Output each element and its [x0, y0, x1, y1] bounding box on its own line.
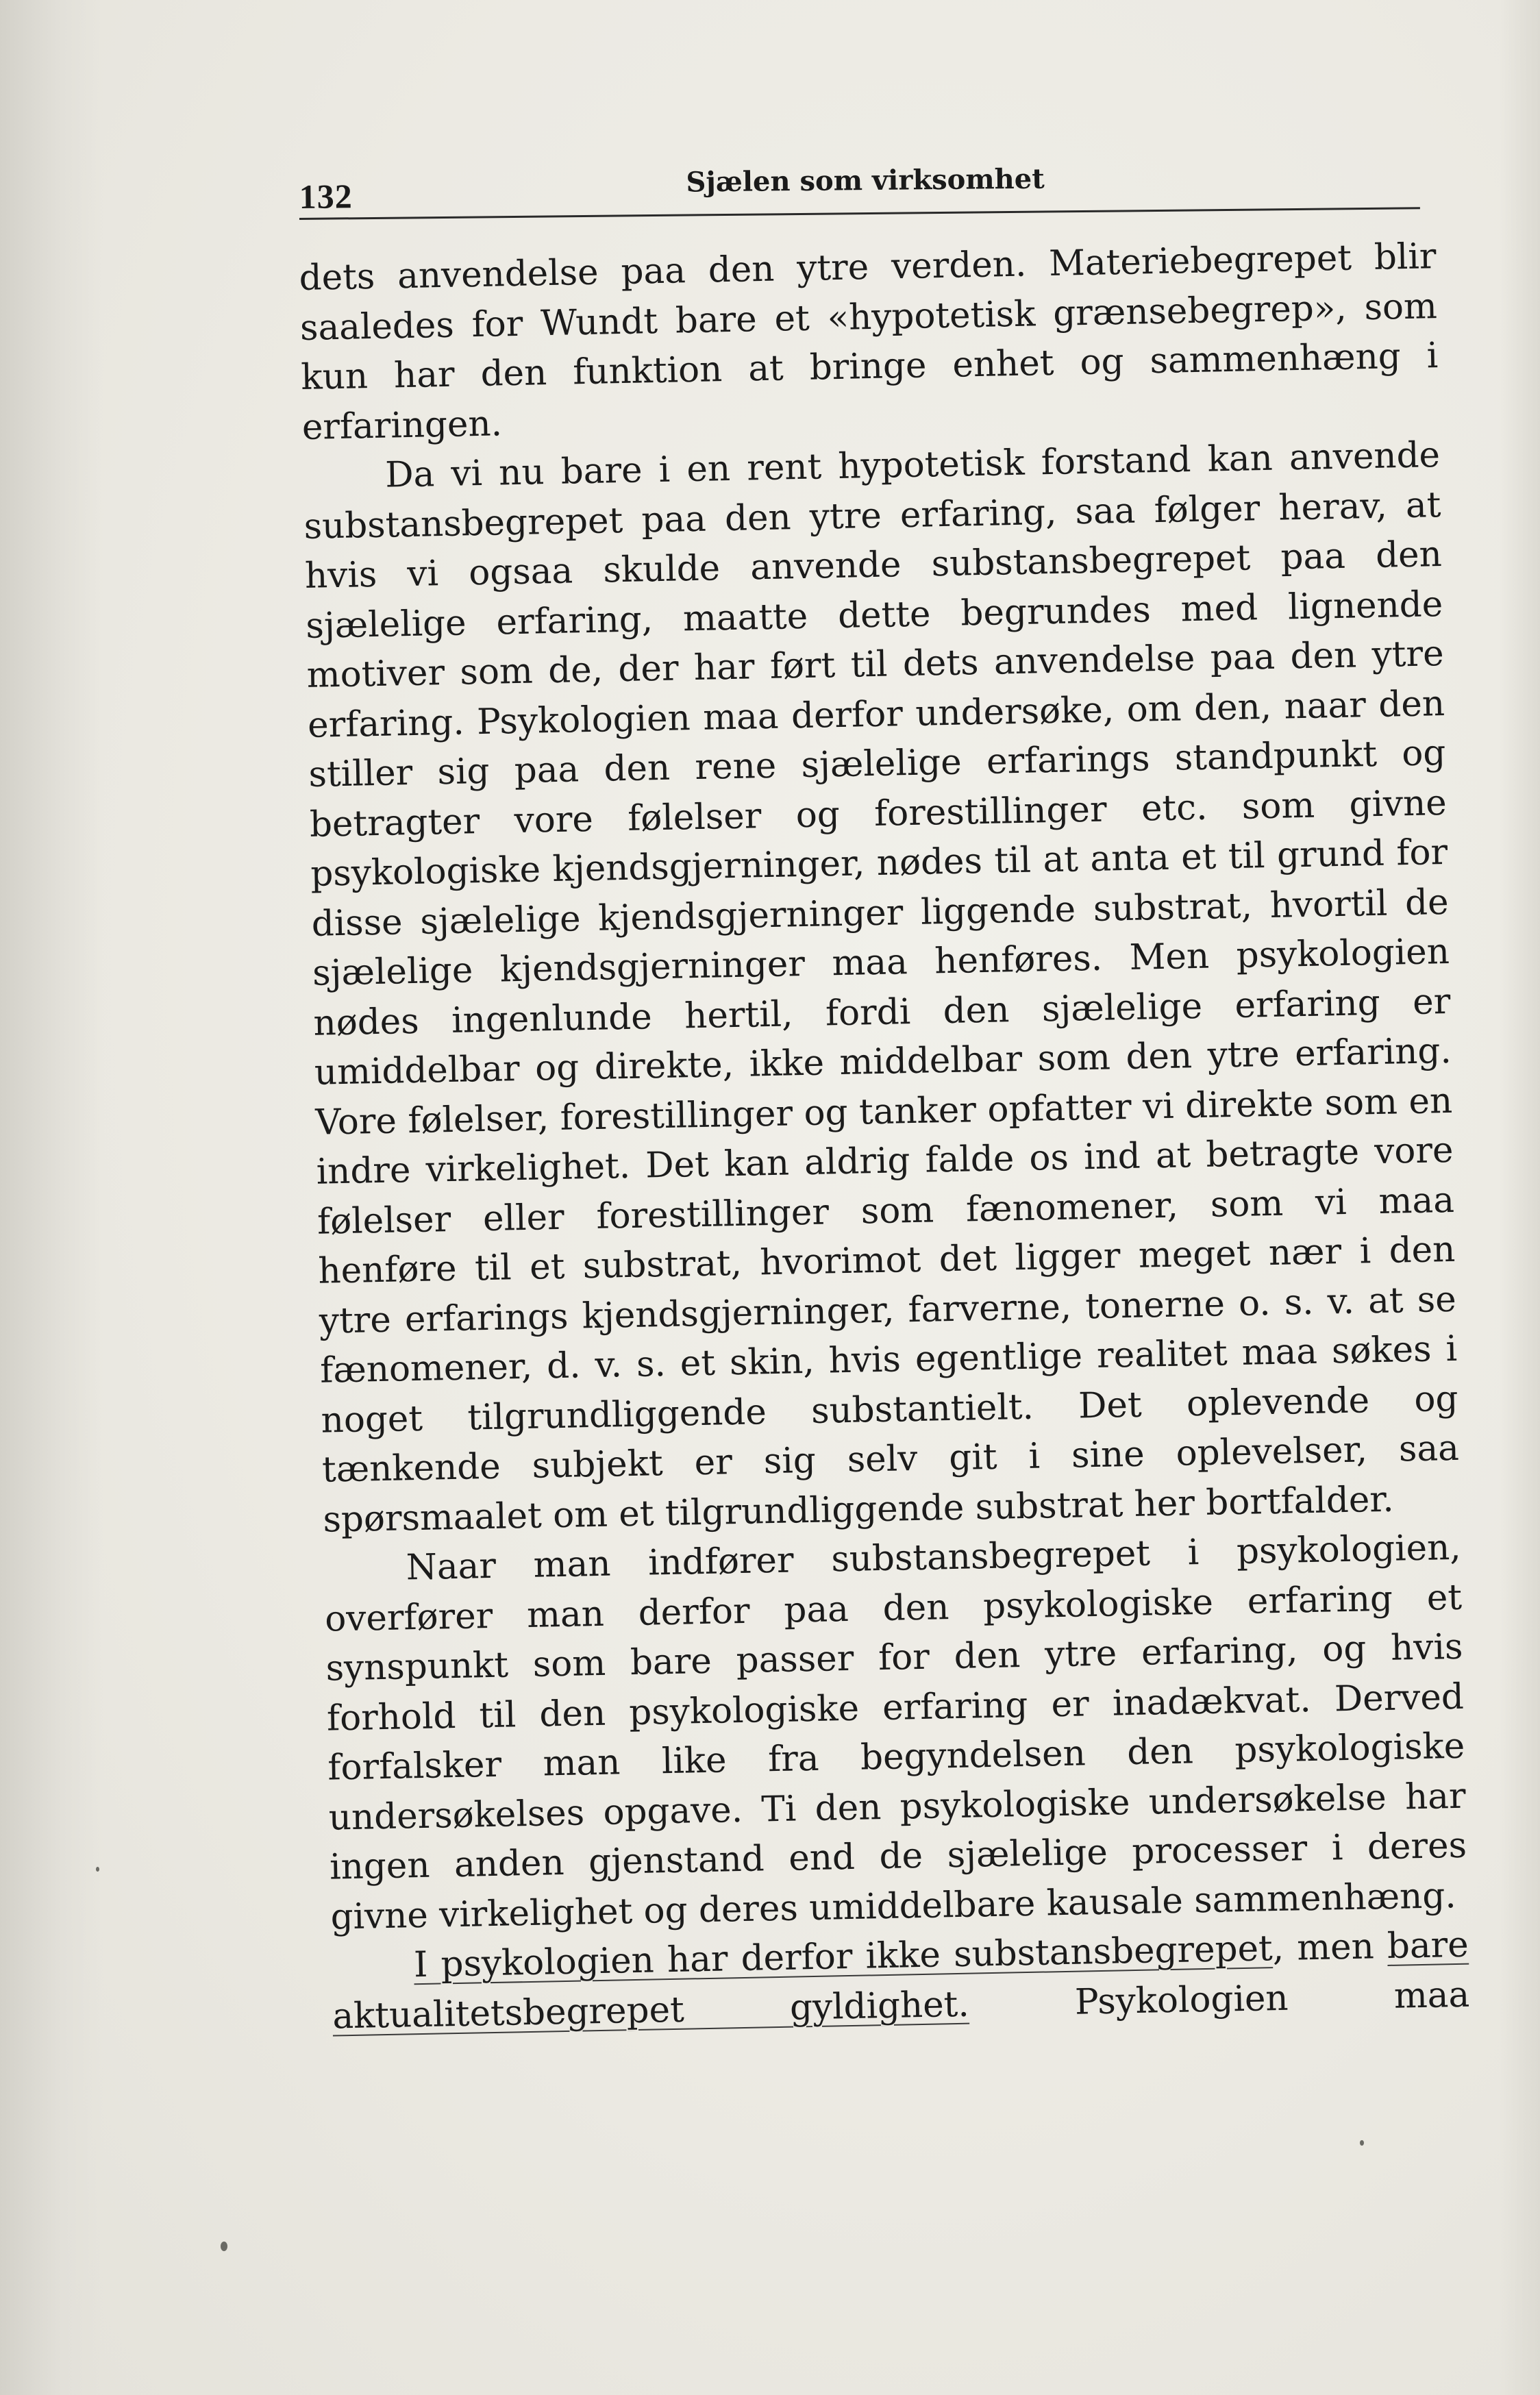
page-edge-shadow: [1499, 0, 1540, 2395]
page-header: [299, 138, 1421, 225]
paragraph: Da vi nu bare i en rent hypotetisk forstand kan anvende substansbegrepet paa den ytre erfaring, saa følger herav, at hvis vi ogsaa skulde anvende substansbegrepet paa den sjælelige erfaring, maatte dette begrundes med lignende motiver som de, der har ført til dets anvendelse paa den ytre erfaring. Psykologien maa derfor undersøke, om den, naar den stiller sig paa den rene sjælelige erfarings standpunkt og betragter vore følelser og forestillinger etc. som givne psykologiske kjendsgjerninger, nødes til at anta et til grund for disse sjælelige kjendsgjerninger liggende substrat, hvortil de sjælelige kjendsgjerninger maa henføres. Men psykologien nødes ingenlunde hertil, fordi den sjælelige erfaring er umiddelbar og direkte, ikke middelbar som den ytre erfaring. Vore følelser, forestillinger og tanker opfatter vi direkte som en indre virkelighet. Det kan aldrig falde os ind at betragte vore følelser eller forestillinger som fænomener, som vi maa henføre til et substrat, hvorimot det ligger meget nær i den ytre erfarings kjendsgjerninger, farverne, tonerne o. s. v. at se fænomener, d. v. s. et skin, hvis egentlige realitet maa søkes i noget tilgrundliggende substantielt. Det oplevende og tænkende subjekt er sig selv git i sine oplevelser, saa spørsmaalet om et tilgrundliggende substrat her bortfalder.: [303, 434, 1460, 1541]
paper-speck: [1360, 2140, 1364, 2146]
running-head: Sjælen som virksomhet: [686, 162, 1045, 199]
paper-speck: [221, 2242, 227, 2251]
paper-speck: [96, 1867, 99, 1872]
body-text: [299, 232, 1470, 2041]
paragraph-text: Psykologien maa: [969, 1974, 1470, 2025]
header-rule: [299, 207, 1420, 220]
paragraph: Naar man indfører substansbegrepet i psykologien, overfører man derfor paa den psykologiske erfaring et synspunkt som bare passer for den ytre erfaring, og hvis forhold til den psykologiske erfaring er inadækvat. Derved forfalsker man like fra begyndelsen den psykologiske undersøkelses opgave. Ti den psykologiske undersøkelse har ingen anden gjenstand end de sjælelige processer i deres givne virkelighet og deres umiddelbare kausale sammenhæng.: [324, 1526, 1467, 1938]
underlined-phrase: bare aktualitetsbegrepet gyldighet.: [332, 1924, 1469, 2037]
page-number: 132: [299, 177, 353, 216]
paragraph-text: , men: [1272, 1926, 1375, 1970]
paragraph-continued: dets anvendelse paa den ytre verden. Materiebegrepet blir saaledes for Wundt bare et «hypotetisk grænsebegrep», som kun har den funktion at bringe enhet og sammenhæng i erfaringen.: [299, 236, 1439, 448]
gutter-shadow: [0, 0, 103, 2395]
paragraph-final: [331, 1920, 1469, 2042]
underlined-phrase: I psykologien har derfor ikke substansbegrepet: [413, 1928, 1274, 1986]
